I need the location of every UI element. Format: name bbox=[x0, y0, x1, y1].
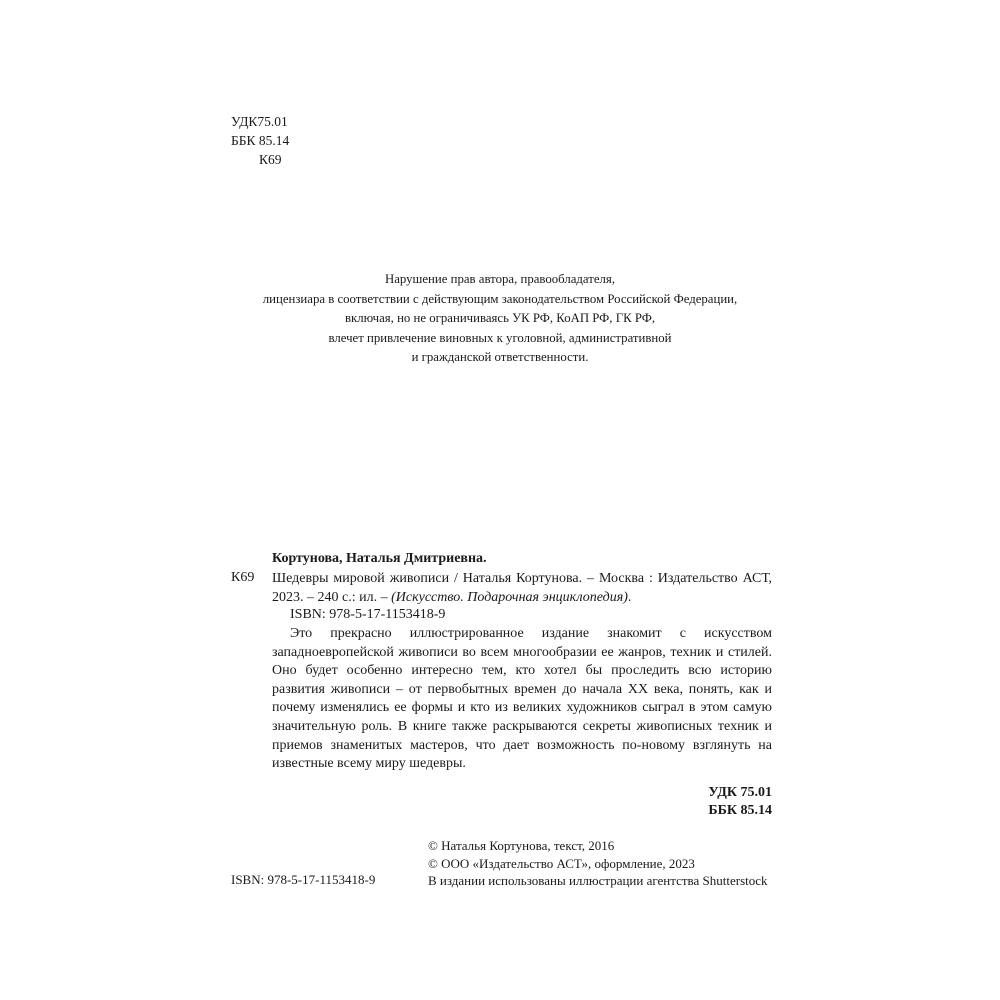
classification-codes-top bbox=[231, 112, 289, 169]
warning-line: включая, но не ограничиваясь УК РФ, КоАП РФ, ГК РФ, bbox=[344, 311, 656, 325]
isbn-bottom: ISBN: 978-5-17-1153418-9 bbox=[231, 872, 376, 887]
bib-isbn: ISBN: 978-5-17-1153418-9 bbox=[290, 607, 446, 622]
bib-author-mark: К69 bbox=[231, 570, 255, 585]
udk-code-bold: УДК 75.01 bbox=[708, 785, 772, 800]
warning-line: Нарушение прав автора, правообладателя, bbox=[384, 272, 616, 286]
warning-line: и гражданской ответственности. bbox=[411, 350, 589, 364]
warning-line: лицензиара в соответствии с действующим законодательством Российской Федерации, bbox=[262, 291, 738, 306]
bbk-code: ББК 85.14 bbox=[231, 133, 290, 148]
bib-series: (Искусство. Подарочная энциклопедия) bbox=[391, 589, 628, 605]
classification-codes-bottom bbox=[708, 784, 772, 820]
bbk-code-bold: ББК 85.14 bbox=[708, 803, 772, 818]
copyright-line: В издании использованы иллюстрации агентства Shutterstock bbox=[428, 873, 768, 888]
author-mark: К69 bbox=[259, 152, 282, 167]
copyright-warning bbox=[230, 270, 770, 368]
bib-description-text: Шедевры мировой живописи / Наталья Кортунова. – Москва : Издательство АСТ, 2023. – 240 с.: ил. – bbox=[272, 571, 772, 605]
udk-code: УДК75.01 bbox=[231, 114, 288, 129]
copyright-notice bbox=[428, 837, 768, 890]
bib-description bbox=[272, 570, 772, 607]
copyright-line: © Наталья Кортунова, текст, 2016 bbox=[428, 838, 615, 853]
copyright-line: © ООО «Издательство АСТ», оформление, 2023 bbox=[428, 855, 695, 871]
bib-series-end: . bbox=[627, 589, 632, 605]
annotation-text: Это прекрасно иллюстрированное издание знакомит с искусством западноевропейской живописи во всем многообразии ее жанров, техник и стилей. Оно будет особенно интересно тем, кто хотел бы проследить всю историю развития живописи – от первобытных времен до начала XX века, понять, как и почему изменялись ее формы и кто из великих художников сыграл в этом самую значительную роль. В книге также раскрываются секреты живописных техник и приемов знаменитых мастеров, что дает возможность по-новому взглянуть на известные всему миру шедевры. bbox=[272, 626, 772, 772]
warning-line: влечет привлечение виновных к уголовной, административной bbox=[328, 330, 672, 345]
bib-author-heading: Кортунова, Наталья Дмитриевна. bbox=[272, 551, 487, 566]
